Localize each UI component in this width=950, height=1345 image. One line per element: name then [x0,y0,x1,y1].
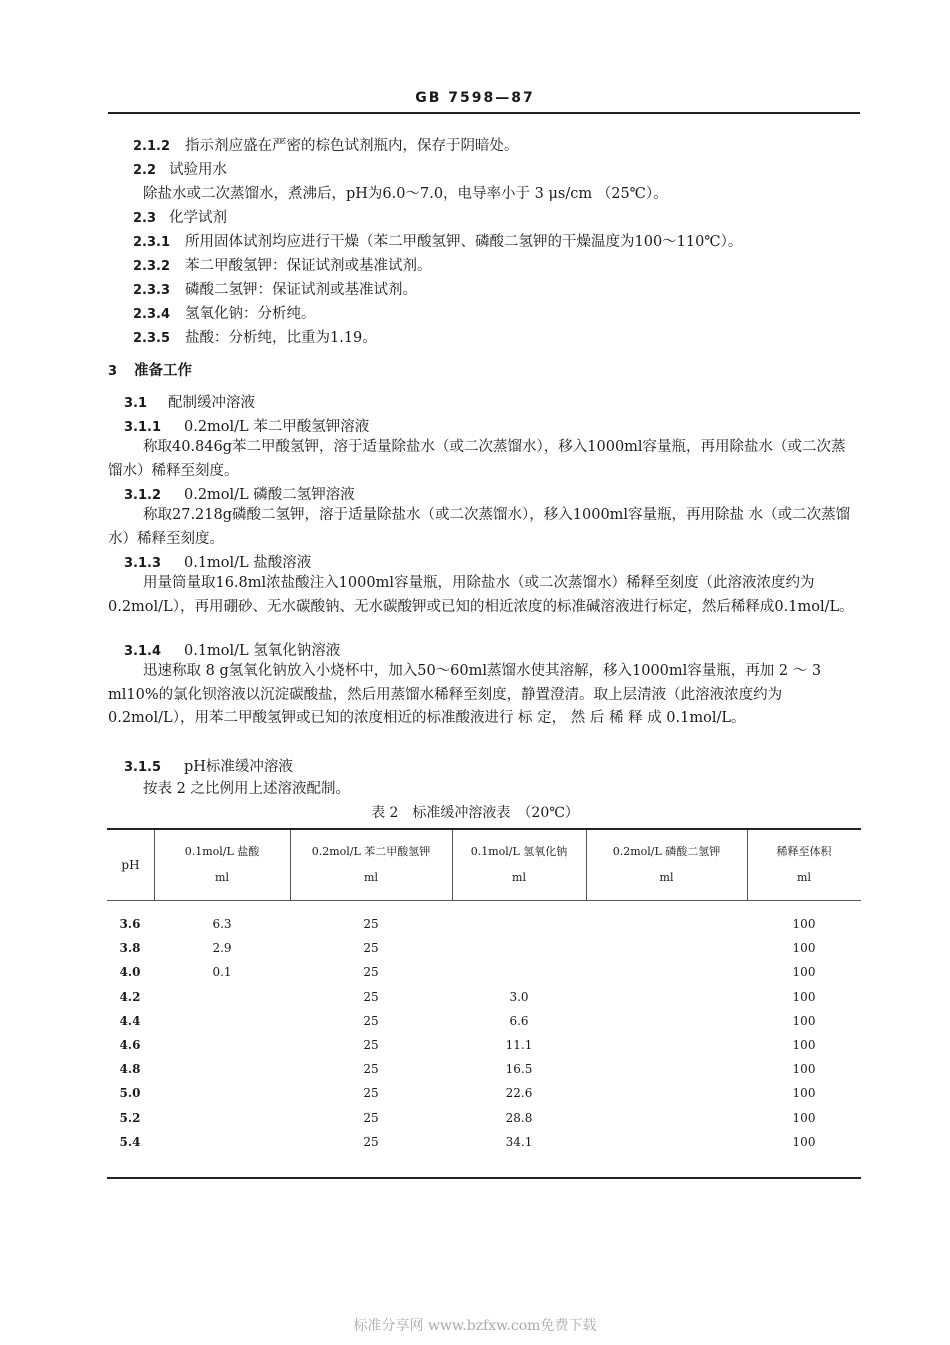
table-cell: 100 [792,1134,816,1149]
column-header-label: 稀释至体积 [776,845,832,858]
column-header-hcl [154,830,290,900]
clause-2-3-5 [133,329,377,348]
paragraph-3-1-2: 称取27.218g磷酸二氢钾，溶于适量除盐水（或二次蒸馏水），移入1000ml容量瓶，再用除盐 水（或二次蒸馏水）稀释至刻度。 [108,507,851,547]
clause-3-1-3 [124,554,311,573]
clause-number: 3.1.5 [124,760,162,775]
clause-text: 0.2mol/L 磷酸二氢钾溶液 [184,487,355,503]
table-cell: 6.6 [509,1013,529,1028]
clause-3-1 [124,394,255,413]
clause-number: 3.1.4 [124,644,162,659]
clause-text: 所用固体试剂均应进行干燥（苯二甲酸氢钾、磷酸二氢钾的干燥温度为100～110℃）。 [185,234,743,250]
table-cell: 100 [792,965,816,980]
column-header-phosphate [586,830,747,900]
table-cell: 34.1 [505,1134,533,1149]
table-cell-ph: 5.4 [119,1134,141,1149]
paragraph-3-1-3: 用量筒量取16.8ml浓盐酸注入1000ml容量瓶，用除盐水（或二次蒸馏水）稀释至刻度（此溶液浓度约为0.2mol/L），再用硼砂、无水碳酸钠、无水碳酸钾或已知的相近浓度的标准碱溶液进行标定，然后稀释成0.1mol/L。 [108,575,854,615]
table-cell: 100 [792,917,816,931]
table-cell-ph: 3.8 [119,941,141,956]
table-cell: 100 [792,1086,816,1101]
table-cell: 0.1 [212,965,232,980]
paragraph-3-1-1: 称取40.846g苯二甲酸氢钾，溶于适量除盐水（或二次蒸馏水），移入1000ml容量瓶，再用除盐水（或二次蒸馏水）稀释至刻度。 [108,439,846,479]
clause-number: 2.3.4 [133,307,171,322]
table-cell: 100 [792,941,816,956]
clause-number: 3.1 [124,396,148,411]
column-header-label: 0.1mol/L 氢氧化钠 [470,845,568,858]
table-cell-ph: 5.0 [119,1086,141,1101]
table-cell: 2.9 [212,941,232,956]
clause-number: 2.3 [133,211,157,226]
section-3 [108,362,192,381]
clause-2-3-4 [133,305,316,324]
table-cell-ph: 4.8 [119,1062,141,1077]
table-cell: 100 [792,1038,816,1052]
clause-number: 2.3.3 [133,283,171,298]
clause-text: 试验用水 [169,162,227,178]
clause-3-1-5 [124,758,293,777]
clause-text: 盐酸：分析纯，比重为1.19。 [185,330,377,346]
column-header-label: 0.2mol/L 磷酸二氢钾 [612,845,721,858]
clause-text: 指示剂应盛在严密的棕色试剂瓶内，保存于阴暗处。 [185,138,519,154]
table-cell: 25 [363,989,379,1004]
table-cell: 28.8 [505,1110,533,1125]
column-header-label: 0.1mol/L 盐酸 [184,845,260,858]
table-cell: 16.5 [505,1062,533,1077]
table-cell: 25 [363,1013,379,1028]
column-header-unit: ml [512,871,526,884]
table-header-rule [107,900,861,901]
header-rule [108,112,860,114]
clause-2-3 [133,209,227,228]
clause-number: 2.3.1 [133,235,171,250]
clause-3-1-2 [124,486,355,505]
table-cell: 25 [363,965,379,980]
water-spec-text: 除盐水或二次蒸馏水，煮沸后，pH为6.0～7.0，电导率小于 3 μs/cm （25℃）。 [143,186,668,202]
table-cell-ph: 3.6 [119,917,141,931]
clause-2-3-1 [133,233,742,252]
clause-2-1-2 [133,137,519,156]
clause-text: 氢氧化钠：分析纯。 [185,306,316,322]
table-cell: 6.3 [212,917,232,931]
column-header-label: 0.2mol/L 苯二甲酸氢钾 [311,845,431,858]
clause-number: 3.1.3 [124,556,162,571]
table-cell: 100 [792,1110,816,1125]
clause-text: 磷酸二氢钾：保证试剂或基准试剂。 [185,282,417,298]
clause-text: pH标准缓冲溶液 [184,759,293,775]
table-cell: 22.6 [505,1086,533,1101]
clause-2-3-2 [133,257,432,276]
clause-2-3-3 [133,281,417,300]
column-header-ph [107,830,154,900]
table-cell: 25 [363,1110,379,1125]
table-cell: 25 [363,1086,379,1101]
table-cell: 3.0 [509,989,529,1004]
column-header-label: pH [121,858,140,872]
clause-number: 2.3.5 [133,331,171,346]
table-cell-ph: 4.2 [119,989,141,1004]
clause-text: 配制缓冲溶液 [168,395,255,411]
column-header-unit: ml [659,871,674,884]
table-cell: 25 [363,1134,379,1149]
table-cell-ph: 5.2 [119,1110,141,1125]
table-cell-ph: 4.0 [119,965,141,980]
clause-text: 苯二甲酸氢钾：保证试剂或基准试剂。 [185,258,432,274]
clause-number: 3.1.2 [124,488,162,503]
table-cell: 25 [363,1062,379,1077]
clause-3-1-4 [124,642,340,661]
column-header-naoh [452,830,586,900]
clause-text: 化学试剂 [169,210,227,226]
table-cell: 100 [792,1013,816,1028]
clause-number: 2.1.2 [133,139,171,154]
column-header-unit: ml [215,871,229,884]
document-header-title: GB 7598—87 [415,90,535,106]
column-header-unit: ml [364,871,378,884]
clause-text: 0.2mol/L 苯二甲酸氢钾溶液 [184,419,370,435]
table-cell: 100 [792,989,816,1004]
paragraph-3-1-5: 按表 2 之比例用上述溶液配制。 [143,781,350,797]
clause-2-2 [133,161,227,180]
section-number: 3 [108,364,118,379]
table-cell: 11.1 [505,1038,533,1052]
table-cell: 100 [792,1062,816,1077]
clause-number: 2.3.2 [133,259,171,274]
clause-number: 2.2 [133,163,157,178]
table-cell: 25 [363,917,379,931]
column-header-unit: ml [797,871,811,884]
footer-watermark: 标准分享网 www.bzfxw.com免费下载 [353,1318,597,1334]
section-title: 准备工作 [134,362,192,379]
table-cell: 25 [363,941,379,956]
column-header-dilute-volume [747,830,861,900]
clause-number: 3.1.1 [124,420,162,435]
table-cell: 25 [363,1038,379,1052]
clause-3-1-1 [124,418,369,437]
clause-text: 0.1mol/L 氢氧化钠溶液 [184,643,341,659]
paragraph-3-1-4: 迅速称取 8 g氢氧化钠放入小烧杯中，加入50～60ml蒸馏水使其溶解，移入1000ml容量瓶，再加 2 ～ 3 ml10%的氯化钡溶液以沉淀碳酸盐，然后用蒸馏水稀释至刻度，静置澄清。取上层清液（此溶液浓度约为0.2mol/L），用苯二甲酸氢钾或已知的浓度相近的标准酸液进行 标 定， 然 后 稀 释 成 0.1mol/L。 [108,663,822,726]
column-header-phthalate [290,830,452,900]
table-caption: 表 2 标准缓冲溶液表 （20℃） [371,805,579,821]
table-cell-ph: 4.6 [119,1038,141,1052]
clause-text: 0.1mol/L 盐酸溶液 [184,555,312,571]
buffer-solution-table [107,828,861,1179]
table-cell-ph: 4.4 [119,1013,141,1028]
